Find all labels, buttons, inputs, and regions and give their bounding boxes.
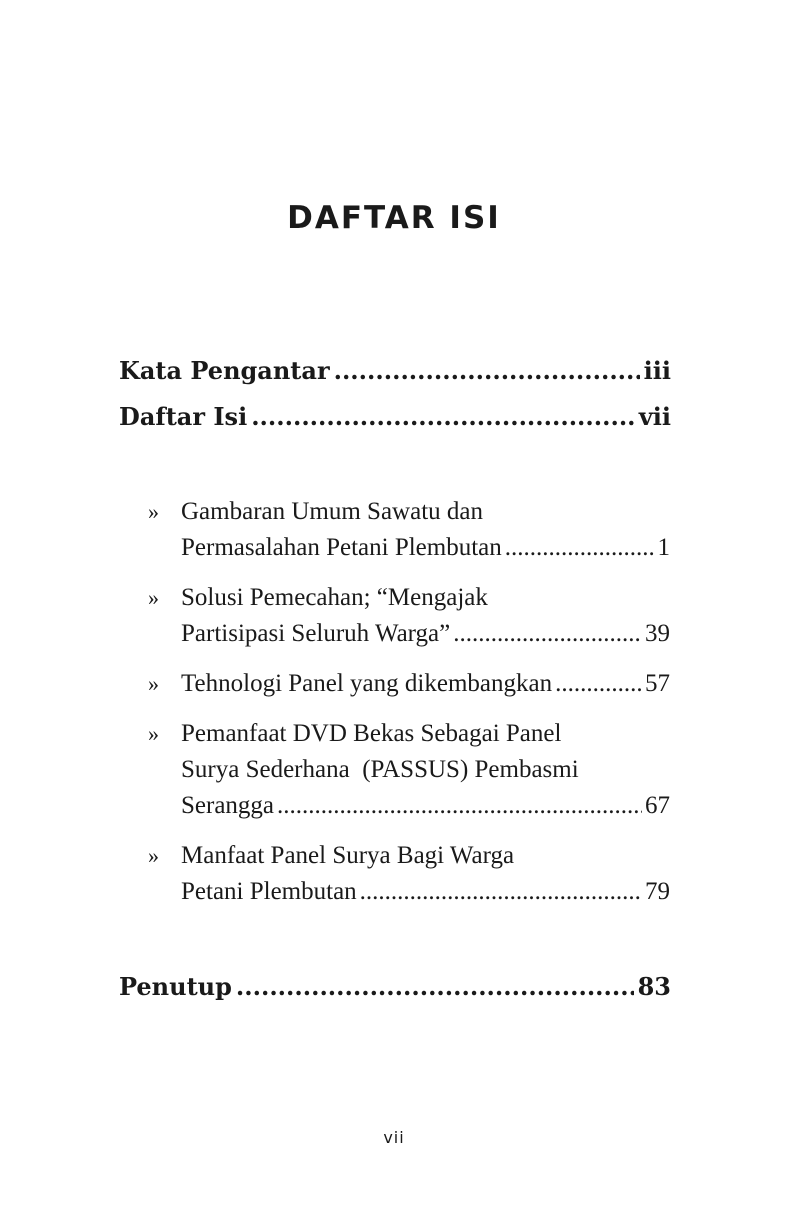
toc-entry-label: Kata Pengantar (119, 356, 330, 385)
toc-sub-entry-pemanfaat-dvd[interactable] (148, 716, 670, 824)
toc-entry-page: 1 (657, 534, 670, 561)
bullet-icon: » (148, 721, 159, 746)
toc-sub-entry-line: Partisipasi Seluruh Warga” (181, 620, 451, 647)
toc-entry-label: Daftar Isi (119, 402, 248, 431)
dot-leader (555, 666, 642, 702)
toc-sub-entry-gambaran-umum[interactable] (148, 494, 670, 566)
page-title: DAFTAR ISI (287, 200, 501, 236)
toc-entry-page: 83 (637, 972, 671, 1001)
toc-sub-entry-solusi-pemecahan[interactable] (148, 580, 670, 652)
toc-sub-entry-line: Pemanfaat DVD Bekas Sebagai Panel (181, 720, 562, 747)
toc-sub-entries (148, 494, 670, 910)
bullet-icon: » (148, 585, 159, 610)
toc-sub-entry-tehnologi-panel[interactable] (148, 666, 670, 702)
page-number: vii (383, 1128, 405, 1147)
toc-entry-page: 39 (645, 620, 670, 647)
dot-leader (277, 788, 642, 824)
dot-leader (236, 971, 634, 1003)
dot-leader (453, 616, 642, 652)
toc-entry-penutup[interactable] (119, 971, 671, 1003)
toc-sub-entry-line: Tehnologi Panel yang dikembangkan (181, 670, 553, 697)
toc-entry-daftar-isi[interactable] (119, 401, 671, 433)
toc-entry-page: 57 (645, 670, 670, 697)
toc-main-entries (119, 355, 671, 433)
toc-entry-page: vii (638, 402, 671, 431)
bullet-icon: » (148, 499, 159, 524)
toc-entry-label: Penutup (119, 972, 232, 1001)
bullet-icon: » (148, 843, 159, 868)
toc-closing-entry (119, 971, 671, 1003)
dot-leader (505, 530, 655, 566)
toc-sub-entry-manfaat-panel[interactable] (148, 838, 670, 910)
dot-leader (334, 355, 640, 387)
dot-leader (360, 874, 642, 910)
bullet-icon: » (148, 671, 159, 696)
toc-entry-page: iii (643, 356, 671, 385)
toc-sub-entry-line: Manfaat Panel Surya Bagi Warga (181, 842, 515, 869)
toc-entry-page: 79 (645, 878, 670, 905)
toc-entry-page: 67 (645, 792, 670, 819)
toc-sub-entry-line: Surya Sederhana (PASSUS) Pembasmi (181, 756, 579, 783)
dot-leader (251, 401, 635, 433)
toc-sub-entry-line: Serangga (181, 792, 275, 819)
toc-sub-entry-line: Petani Plembutan (181, 878, 357, 905)
toc-sub-entry-line: Solusi Pemecahan; “Mengajak (181, 584, 488, 611)
toc-sub-entry-line: Permasalahan Petani Plembutan (181, 534, 502, 561)
toc-sub-entry-line: Gambaran Umum Sawatu dan (181, 498, 484, 525)
toc-entry-kata-pengantar[interactable] (119, 355, 671, 387)
